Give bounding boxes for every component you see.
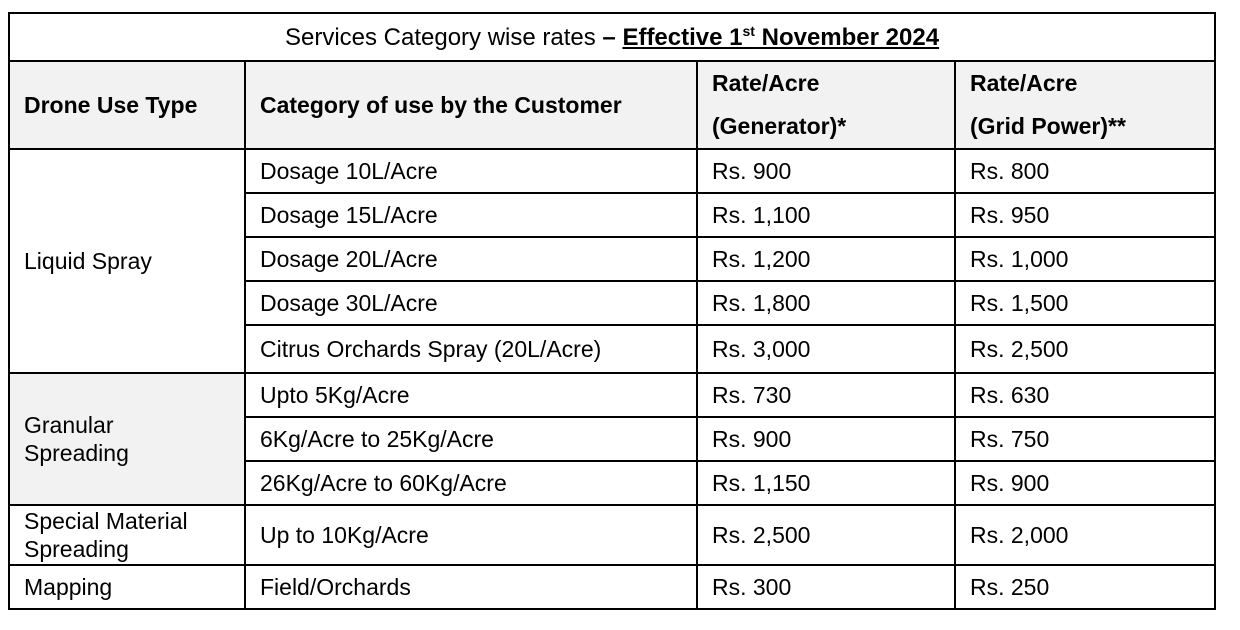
rate-grid-cell: Rs. 900: [955, 461, 1215, 505]
category-cell: Dosage 15L/Acre: [245, 193, 697, 237]
category-cell: Dosage 20L/Acre: [245, 237, 697, 281]
rate-generator-cell: Rs. 1,100: [697, 193, 955, 237]
drone-use-type-cell: [9, 149, 245, 373]
drone-use-type-cell: [9, 373, 245, 505]
rate-generator-cell: Rs. 1,200: [697, 237, 955, 281]
category-cell: 6Kg/Acre to 25Kg/Acre: [245, 417, 697, 461]
drone-use-type-line: Granular: [24, 412, 114, 438]
drone-use-type-cell: [9, 565, 245, 609]
title-effective-sup: st: [742, 22, 755, 39]
drone-use-type-line: Special Material: [24, 508, 188, 534]
drone-use-type-line: Spreading: [24, 536, 129, 562]
category-cell: Field/Orchards: [245, 565, 697, 609]
header-rate-grid: [955, 61, 1215, 149]
title-dash: –: [595, 23, 623, 51]
rate-grid-cell: Rs. 250: [955, 565, 1215, 609]
category-cell: Citrus Orchards Spray (20L/Acre): [245, 325, 697, 373]
title-effective-post: November 2024: [754, 23, 940, 51]
rate-generator-cell: Rs. 900: [697, 149, 955, 193]
drone-use-type-line: Spreading: [24, 440, 129, 466]
category-cell: Dosage 10L/Acre: [245, 149, 697, 193]
rate-grid-cell: Rs. 1,000: [955, 237, 1215, 281]
header-row: [9, 61, 1215, 149]
header-generator-line2: (Generator)*: [712, 113, 847, 139]
rate-generator-cell: Rs. 300: [697, 565, 955, 609]
rates-table: [8, 12, 1216, 610]
rate-generator-cell: Rs. 900: [697, 417, 955, 461]
header-grid-line2: (Grid Power)**: [970, 113, 1126, 139]
rate-grid-cell: Rs. 2,500: [955, 325, 1215, 373]
table-row: [9, 565, 1215, 609]
rate-generator-cell: Rs. 3,000: [697, 325, 955, 373]
header-grid-line1: Rate/Acre: [970, 70, 1078, 96]
header-category: Category of use by the Customer: [245, 61, 697, 149]
category-cell: Up to 10Kg/Acre: [245, 505, 697, 565]
rate-generator-cell: Rs. 1,800: [697, 281, 955, 325]
title-effective-pre: Effective 1: [622, 23, 743, 51]
table-title-row: [9, 13, 1215, 61]
header-drone-use-type: Drone Use Type: [9, 61, 245, 149]
rate-grid-cell: Rs. 950: [955, 193, 1215, 237]
title-prefix: Services Category wise rates: [284, 23, 596, 51]
category-cell: 26Kg/Acre to 60Kg/Acre: [245, 461, 697, 505]
rate-generator-cell: Rs. 1,150: [697, 461, 955, 505]
drone-use-type-cell: [9, 505, 245, 565]
rates-table-body: [9, 13, 1215, 609]
table-row: [9, 149, 1215, 193]
drone-use-type-line: Mapping: [24, 574, 113, 600]
drone-use-type-line: Liquid Spray: [24, 248, 152, 274]
rates-document: [8, 12, 1214, 610]
header-rate-generator: [697, 61, 955, 149]
rate-generator-cell: Rs. 730: [697, 373, 955, 417]
rate-grid-cell: Rs. 1,500: [955, 281, 1215, 325]
table-row: [9, 505, 1215, 565]
category-cell: Upto 5Kg/Acre: [245, 373, 697, 417]
table-row: [9, 373, 1215, 417]
rate-grid-cell: Rs. 2,000: [955, 505, 1215, 565]
title-effective-date: [622, 24, 939, 51]
rate-grid-cell: Rs. 800: [955, 149, 1215, 193]
category-cell: Dosage 30L/Acre: [245, 281, 697, 325]
rate-grid-cell: Rs. 750: [955, 417, 1215, 461]
rate-grid-cell: Rs. 630: [955, 373, 1215, 417]
rate-generator-cell: Rs. 2,500: [697, 505, 955, 565]
header-generator-line1: Rate/Acre: [712, 70, 820, 96]
table-title: [9, 13, 1215, 61]
